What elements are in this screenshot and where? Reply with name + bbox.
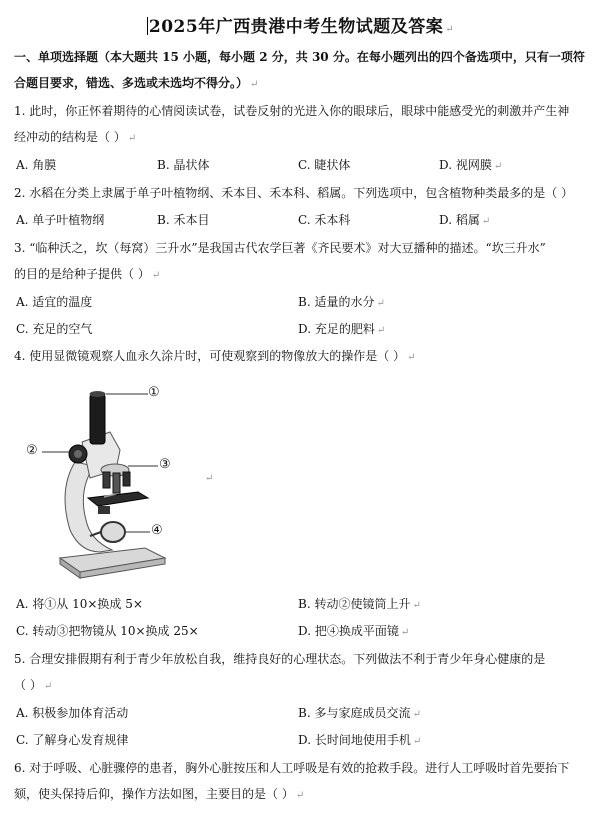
- text-cursor: [147, 17, 148, 35]
- figure-label-2: ②: [26, 443, 38, 458]
- question-6-stem-line-2: 颏，使头保持后仰，操作方法如图，主要目的是（ ） ↵: [14, 787, 305, 801]
- question-1-option-a: A. 角膜: [16, 158, 57, 172]
- question-5-option-c: C. 了解身心发育规律: [16, 733, 129, 747]
- paragraph-mark-icon: ↵: [376, 298, 385, 309]
- question-5-stem-line-1: 5. 合理安排假期有利于青少年放松自我，维持良好的心理状态。下列做法不利于青少年身心健康的是: [14, 652, 546, 666]
- figure-label-4: ④: [151, 523, 163, 538]
- paragraph-mark-icon: ↵: [43, 681, 53, 692]
- paragraph-mark-icon: ↵: [481, 216, 491, 227]
- question-3-option-c: C. 充足的空气: [16, 322, 93, 336]
- question-3-option-a: A. 适宜的温度: [16, 295, 93, 309]
- section-heading-line-1: 一、单项选择题（本大题共 15 小题，每小题 2 分，共 30 分。在每小题列出的四个备选项中，只有一项符: [14, 50, 585, 64]
- paragraph-mark-icon: ↵: [376, 325, 386, 336]
- paragraph-mark-icon: ↵: [205, 473, 214, 484]
- question-5-stem-line-2: （ ） ↵: [14, 678, 53, 692]
- question-2-option-b: B. 禾本目: [157, 213, 210, 227]
- section-heading-line-2: 合题目要求，错选、多选或未选均不得分。） ↵: [14, 76, 259, 90]
- question-4-option-d: D. 把④换成平面镜 ↵: [298, 624, 410, 638]
- paragraph-mark-icon: ↵: [400, 627, 410, 638]
- paragraph-mark-icon: ↵: [407, 352, 416, 363]
- paragraph-mark-icon: ↵: [295, 790, 305, 801]
- question-2-option-c: C. 禾本科: [298, 213, 351, 227]
- question-1-option-c: C. 睫状体: [298, 158, 351, 172]
- paragraph-mark-icon: ↵: [493, 161, 503, 172]
- question-1-option-b: B. 晶状体: [157, 158, 210, 172]
- question-6-stem-line-1: 6. 对于呼吸、心脏骤停的患者，胸外心脏按压和人工呼吸是有效的抢救手段。进行人工呼吸时首先要抬下: [14, 761, 570, 775]
- paragraph-mark-icon: ↵: [151, 270, 161, 281]
- question-2-option-d: D. 稻属 ↵: [439, 213, 491, 227]
- document-title: 2025年广西贵港中考生物试题及答案 ↵: [148, 17, 455, 37]
- question-1-option-d: D. 视网膜 ↵: [439, 158, 503, 172]
- paragraph-mark-icon: ↵: [412, 600, 421, 611]
- question-4-option-b: B. 转动②使镜筒上升 ↵: [298, 597, 421, 611]
- question-4-stem-line-1: 4. 使用显微镜观察人血永久涂片时，可使观察到的物像放大的操作是（ ） ↵: [14, 349, 416, 363]
- paragraph-mark-icon: ↵: [127, 133, 137, 144]
- question-2-stem-line-1: 2. 水稻在分类上隶属于单子叶植物纲、禾本目、禾本科、稻属。下列选项中，包含植物种类最多的是（ ）: [14, 186, 574, 200]
- question-5-option-a: A. 积极参加体育活动: [16, 706, 129, 720]
- paragraph-mark-icon: ↵: [445, 24, 455, 35]
- paragraph-mark-icon: ↵: [412, 736, 422, 747]
- question-3-option-b: B. 适量的水分 ↵: [298, 295, 385, 309]
- figure-label-3: ③: [159, 457, 171, 472]
- question-2-option-a: A. 单子叶植物纲: [16, 213, 105, 227]
- question-3-stem-line-2: 的目的是给种子提供（ ） ↵: [14, 267, 161, 281]
- question-4-option-c: C. 转动③把物镜从 10×换成 25×: [16, 624, 199, 638]
- question-1-stem-line-2: 经冲动的结构是（ ） ↵: [14, 130, 137, 144]
- paragraph-mark-icon: ↵: [412, 709, 421, 720]
- microscope-icon: [20, 380, 200, 585]
- microscope-figure: [20, 380, 200, 585]
- figure-label-1: ①: [148, 385, 160, 400]
- question-1-stem-line-1: 1. 此时，你正怀着期待的心情阅读试卷，试卷反射的光进入你的眼球后，眼球中能感受光的刺激并产生神: [14, 104, 570, 118]
- question-4-option-a: A. 将①从 10×换成 5×: [16, 597, 143, 611]
- question-3-stem-line-1: 3. “临种沃之，坎（每窝）三升水”是我国古代农学巨著《齐民要术》对大豆播种的描述。“坎三升水”: [14, 241, 546, 255]
- paragraph-mark-icon: ↵: [250, 79, 259, 90]
- question-5-option-d: D. 长时间地使用手机 ↵: [298, 733, 422, 747]
- question-3-option-d: D. 充足的肥料 ↵: [298, 322, 386, 336]
- question-5-option-b: B. 多与家庭成员交流 ↵: [298, 706, 421, 720]
